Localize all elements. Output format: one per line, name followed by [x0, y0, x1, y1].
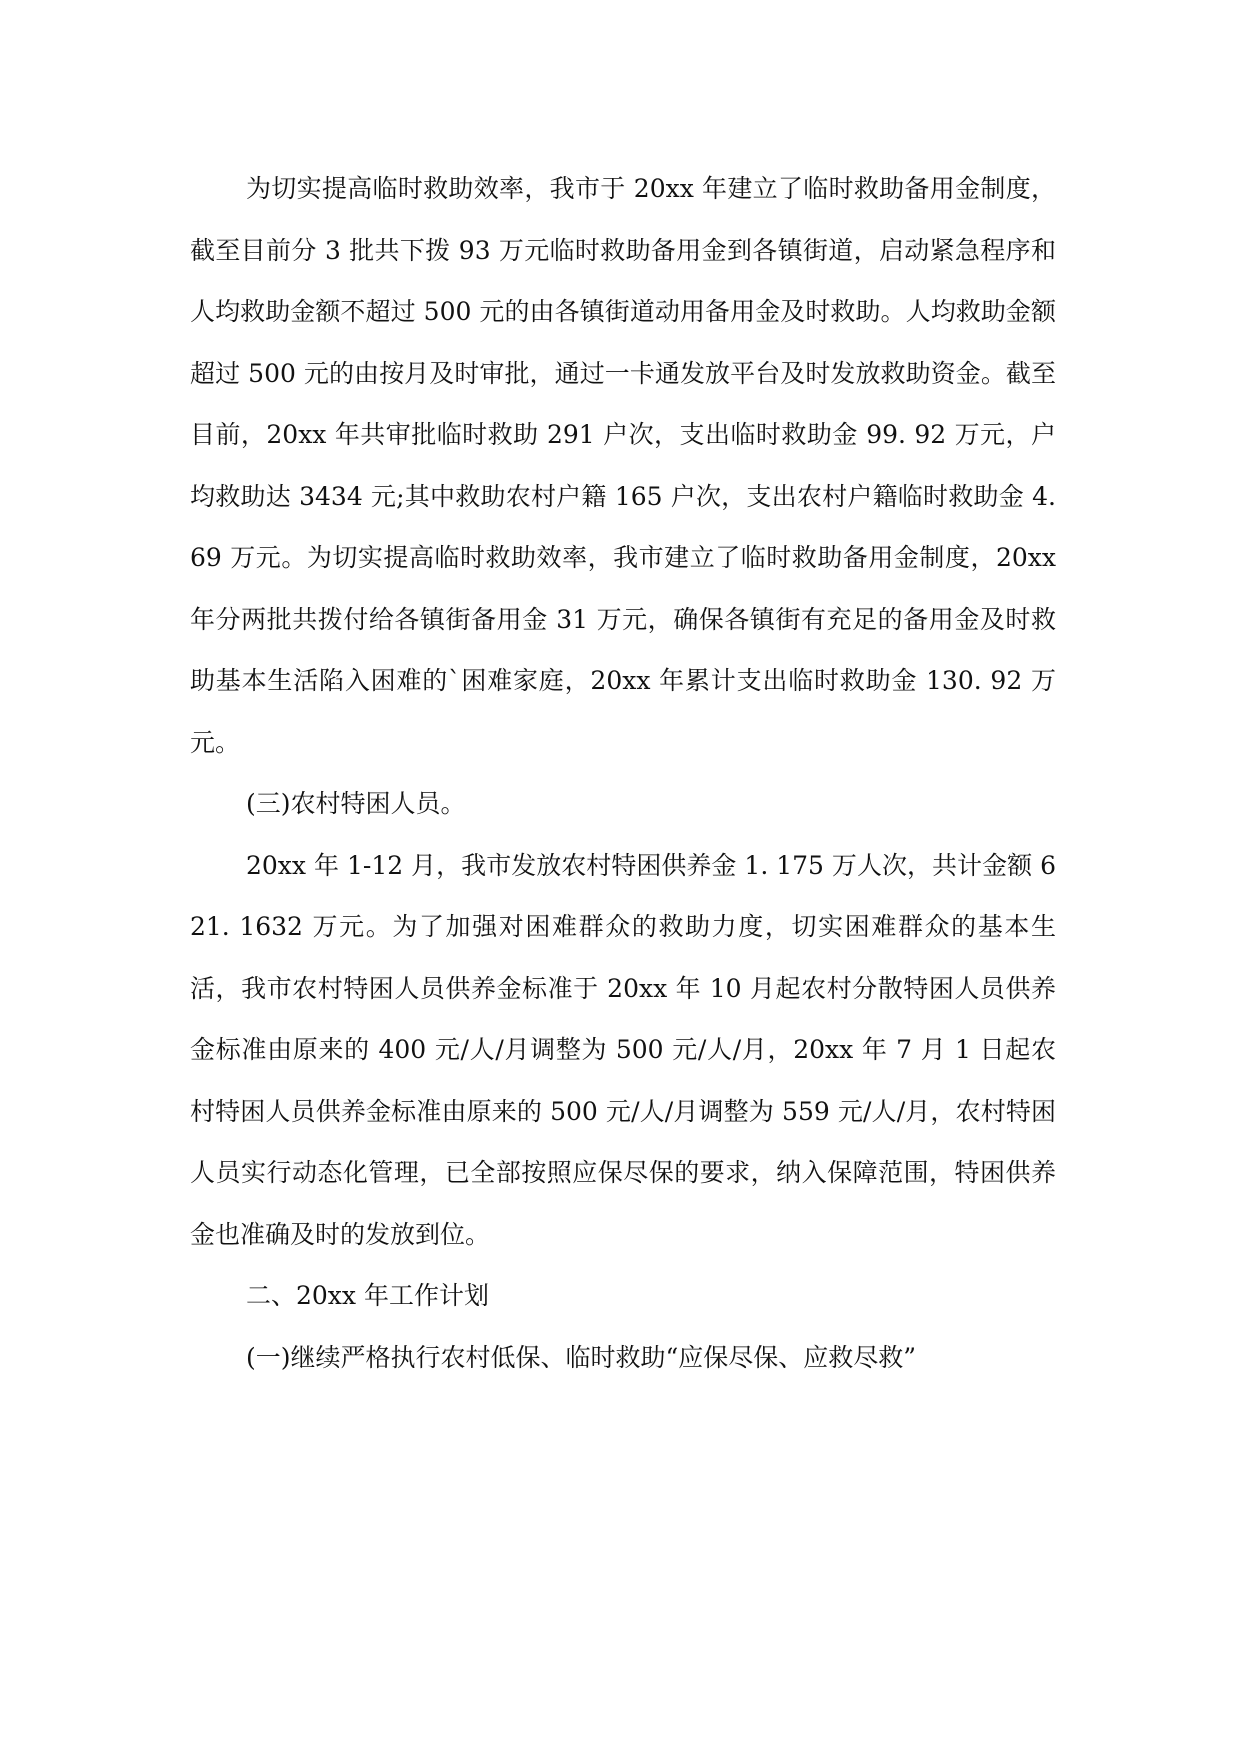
section-heading-rural-destitute: (三)农村特困人员。 — [246, 789, 466, 818]
paragraph-plan-item-one: (一)继续严格执行农村低保、临时救助“应保尽保、应救尽救” — [246, 1342, 917, 1372]
paragraph-temporary-assistance: 为切实提高临时救助效率，我市于 20xx 年建立了临时救助备用金制度，截至目前分 3 批共下拨 93 万元临时救助备用金到各镇街道，启动紧急程序和人均救助金额不超过 500 元的由各镇街道动用备用金及时救助。人均救助金额超过 500 元的由按月及时审批，通过一卡通发放平台及时发放救助资金。截至目前，20xx 年共审批临时救助 291 户次，支出临时救助金 99. 92 万元，户均救助达 3434 元;其中救助农村户籍 165 户次，支出农村户籍临时救助金 4. 69 万元。为切实提高临时救助效率，我市建立了临时救助备用金制度，20xx 年分两批共拨付给各镇街备用金 31 万元，确保各镇街有充足的备用金及时救助基本生活陷入困难的`困难家庭，20xx 年累计支出临时救助金 130. 92 万元。 — [190, 174, 1056, 757]
section-heading-work-plan: 二、20xx 年工作计划 — [246, 1281, 489, 1310]
document-body — [190, 158, 1056, 1388]
paragraph-rural-destitute: 20xx 年 1-12 月，我市发放农村特困供养金 1. 175 万人次，共计金额 621. 1632 万元。为了加强对困难群众的救助力度，切实困难群众的基本生活，我市农村特困人员供养金标准于 20xx 年 10 月起农村分散特困人员供养金标准由原来的 400 元/人/月调整为 500 元/人/月，20xx 年 7 月 1 日起农村特困人员供养金标准由原来的 500 元/人/月调整为 559 元/人/月，农村特困人员实行动态化管理，已全部按照应保尽保的要求，纳入保障范围，特困供养金也准确及时的发放到位。 — [190, 850, 1056, 1249]
